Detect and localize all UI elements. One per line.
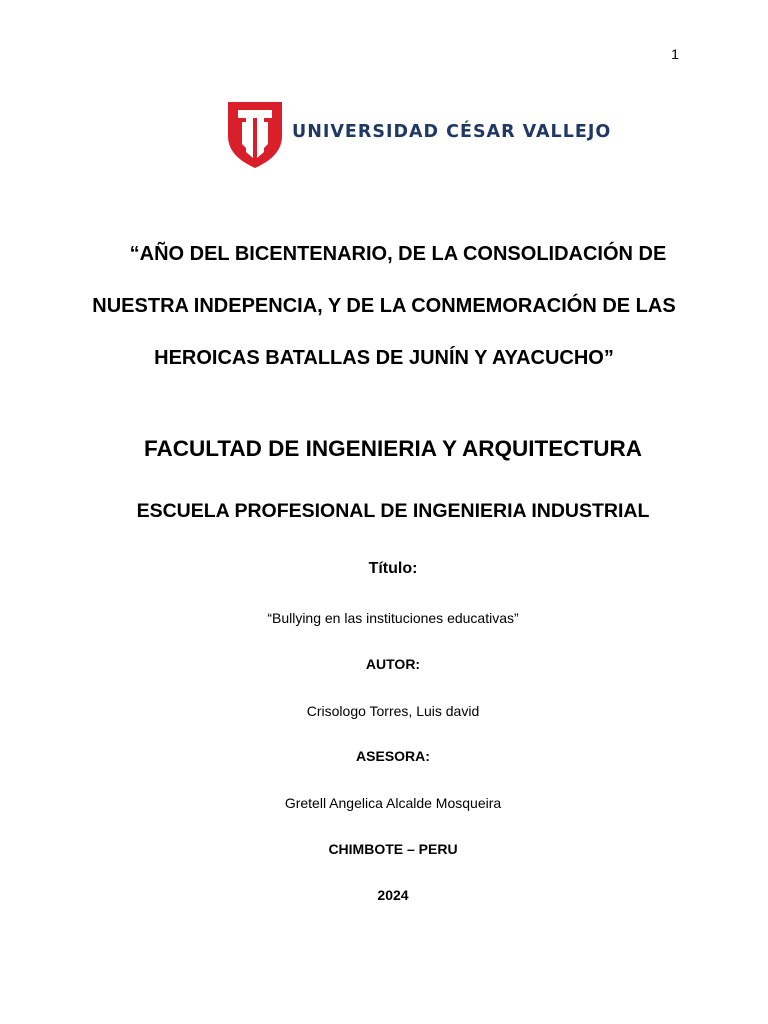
advisor-label: ASESORA: — [356, 748, 430, 764]
university-shield-icon — [226, 98, 286, 170]
advisor-name: Gretell Angelica Alcalde Mosqueira — [284, 795, 502, 811]
motto-line: “AÑO DEL BICENTENARIO, DE LA CONSOLIDACIÓN DE — [129, 243, 667, 265]
motto-line: HEROICAS BATALLAS DE JUNÍN Y AYACUCHO” — [154, 347, 614, 369]
motto — [60, 228, 708, 384]
location: CHIMBOTE – PERU — [328, 841, 458, 857]
page-number: 1 — [671, 46, 679, 62]
motto-line: NUESTRA INDEPENCIA, Y DE LA CONMEMORACIÓN DE LAS — [92, 295, 676, 317]
title-label: Título: — [368, 560, 418, 577]
title-value: “Bullying en las instituciones educativas” — [267, 610, 519, 626]
author-name: Crisologo Torres, Luis david — [306, 703, 480, 719]
faculty-heading: FACULTAD DE INGENIERIA Y ARQUITECTURA — [144, 436, 642, 461]
author-label: AUTOR: — [365, 656, 421, 672]
year: 2024 — [377, 887, 409, 903]
university-logo — [226, 98, 612, 172]
school-heading: ESCUELA PROFESIONAL DE INGENIERIA INDUSTRIAL — [136, 500, 650, 522]
university-name: UNIVERSIDAD CÉSAR VALLEJO — [292, 122, 612, 142]
